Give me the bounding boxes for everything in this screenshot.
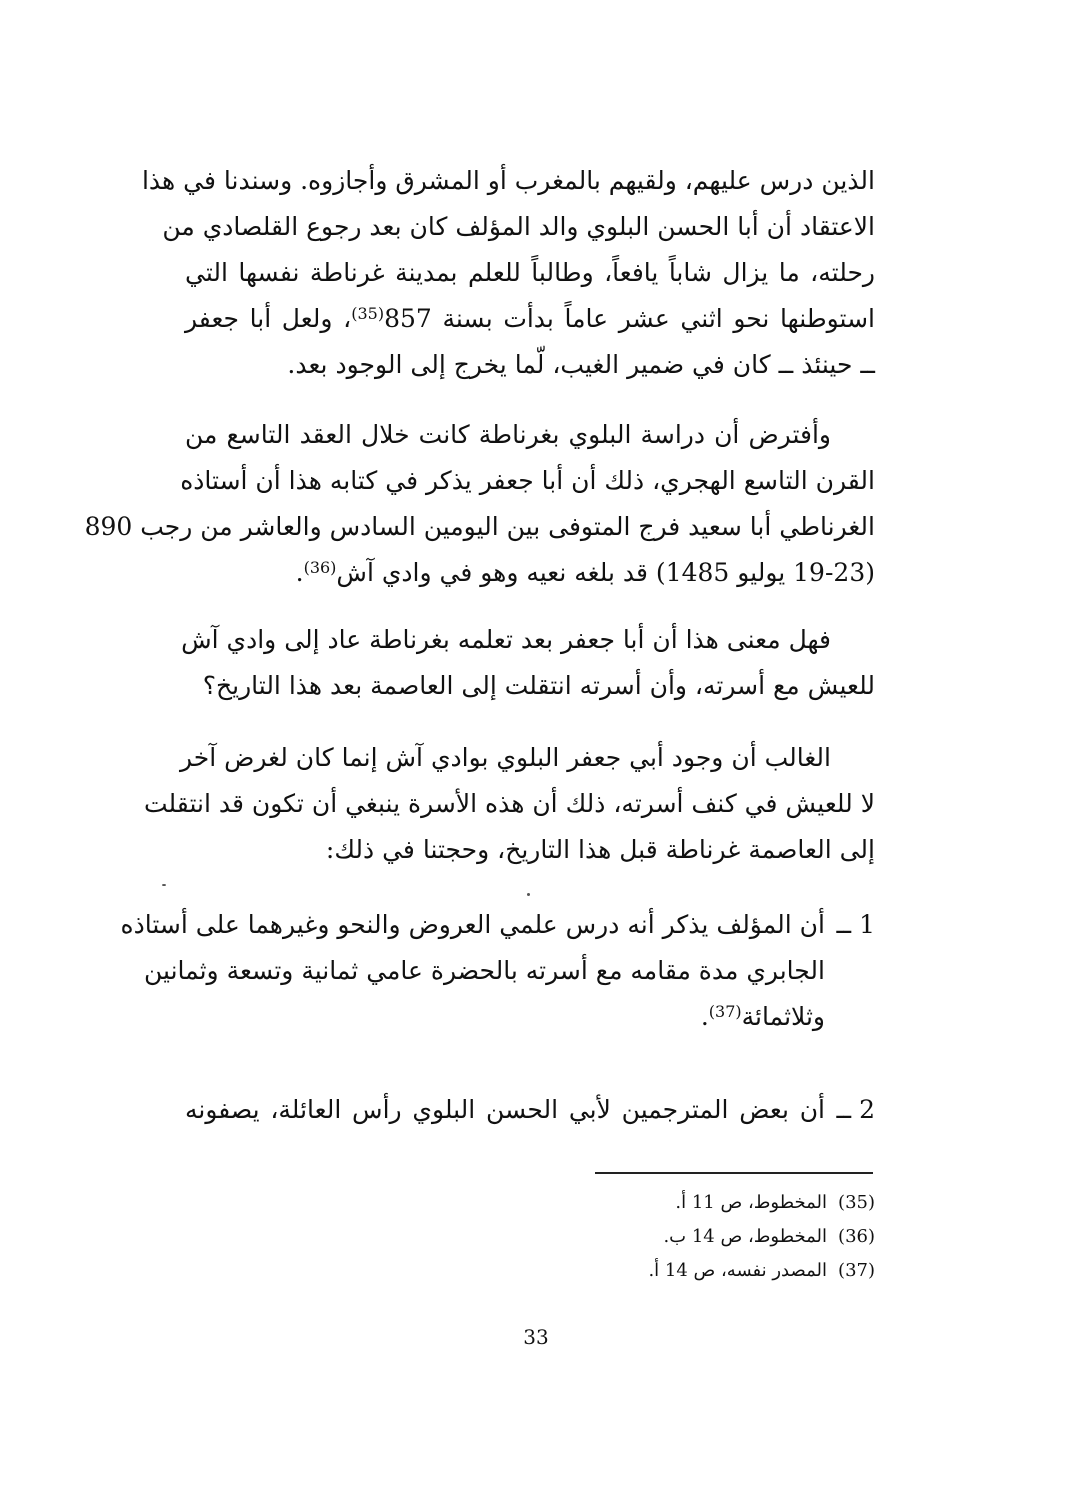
paragraph-1-line-5: ــ حينئذ ــ كان في ضمير الغيب، لّما يخرج إلى الوجود بعد. (287, 350, 875, 379)
paragraph-4-line-2: لا للعيش في كنف أسرته، ذلك أن هذه الأسرة ينبغي أن تكون قد انتقلت (143, 789, 875, 818)
paragraph-2-line-4 (185, 550, 875, 596)
footnote-text: المخطوط، ص 14 ب. (663, 1226, 827, 1247)
footnote-37 (520, 1254, 875, 1288)
paragraph-2-line-2: القرن التاسع الهجري، ذلك أن أبا جعفر يذكر في كتابه هذا أن أستاذه (180, 466, 875, 495)
footnote-number: (37) (838, 1260, 875, 1281)
footnote-35 (520, 1186, 875, 1220)
list-item-1-line-3-text-b: . (700, 1002, 709, 1031)
paragraph-3-line-2: للعيش مع أسرته، وأن أسرته انتقلت إلى العاصمة بعد هذا التاريخ؟ (202, 671, 875, 700)
list-item-2-line-1: أن بعض المترجمين لأبي الحسن البلوي رأس العائلة، يصفونه (185, 1095, 825, 1124)
list-item-2-number: 2 ــ (836, 1095, 875, 1124)
footnote-number: (35) (838, 1192, 875, 1213)
paragraph-3-line-1: فهل معنى هذا أن أبا جعفر بعد تعلمه بغرناطة عاد إلى وادي آش (181, 625, 831, 654)
list-item-1 (120, 902, 875, 1040)
paragraph-4 (143, 735, 875, 873)
footnote-ref-35: (35) (351, 304, 385, 323)
paragraph-1-line-4-text-b: ، ولعل أبا جعفر (185, 304, 352, 333)
paragraph-1-line-1: الذين درس عليهم، ولقيهم بالمغرب أو المشرق وأجازوه. وسندنا في هذا (141, 166, 875, 195)
scan-speck (162, 884, 166, 886)
footnote-text: المصدر نفسه، ص 14 أ. (648, 1260, 827, 1281)
scan-speck (527, 893, 530, 896)
paragraph-1 (141, 158, 875, 388)
paragraph-2-line-4-text-a: (19-23 يوليو 1485) قد بلغه نعيه وهو في وادي آش (336, 558, 875, 587)
page-number: 33 (523, 1325, 549, 1349)
paragraph-4-line-3: إلى العاصمة غرناطة قبل هذا التاريخ، وحجتنا في ذلك: (325, 835, 875, 864)
list-item-2 (185, 1087, 875, 1133)
paragraph-3 (181, 617, 875, 709)
paragraph-2-line-1: وأفترض أن دراسة البلوي بغرناطة كانت خلال العقد التاسع من (185, 420, 831, 449)
paragraph-2-line-4-text-b: . (295, 558, 304, 587)
paragraph-1-line-2: الاعتقاد أن أبا الحسن البلوي والد المؤلف كان بعد رجوع القلصادي من (162, 212, 875, 241)
paragraph-1-line-4 (185, 296, 875, 342)
list-item-1-number: 1 ــ (836, 910, 875, 939)
paragraph-1-line-3: رحلته، ما يزال شاباً يافعاً، وطالباً للعلم بمدينة غرناطة نفسها التي (185, 258, 875, 287)
footnote-text: المخطوط، ص 11 أ. (675, 1192, 827, 1213)
footnote-separator (595, 1172, 873, 1174)
footnote-ref-37: (37) (708, 1002, 742, 1021)
footnotes (520, 1186, 875, 1288)
paragraph-1-line-4-text-a: استوطنها نحو اثني عشر عاماً بدأت بسنة 857 (384, 304, 875, 333)
list-item-1-line-1: أن المؤلف يذكر أنه درس علمي العروض والنحو وغيرهما على أستاذه (120, 910, 825, 939)
footnote-number: (36) (838, 1226, 875, 1247)
paragraph-2 (84, 412, 875, 596)
list-item-1-line-3 (185, 994, 825, 1040)
footnote-ref-36: (36) (303, 558, 337, 577)
paragraph-2-line-3: الغرناطي أبا سعيد فرج المتوفى بين اليومين السادس والعاشر من رجب 890 (84, 512, 875, 541)
list-item-1-line-3-text-a: وثلاثمائة (741, 1002, 825, 1031)
footnote-36 (520, 1220, 875, 1254)
paragraph-4-line-1: الغالب أن وجود أبي جعفر البلوي بوادي آش إنما كان لغرض آخر (180, 743, 831, 772)
list-item-1-line-2: الجابري مدة مقامه مع أسرته بالحضرة عامي ثمانية وتسعة وثمانين (144, 956, 825, 985)
